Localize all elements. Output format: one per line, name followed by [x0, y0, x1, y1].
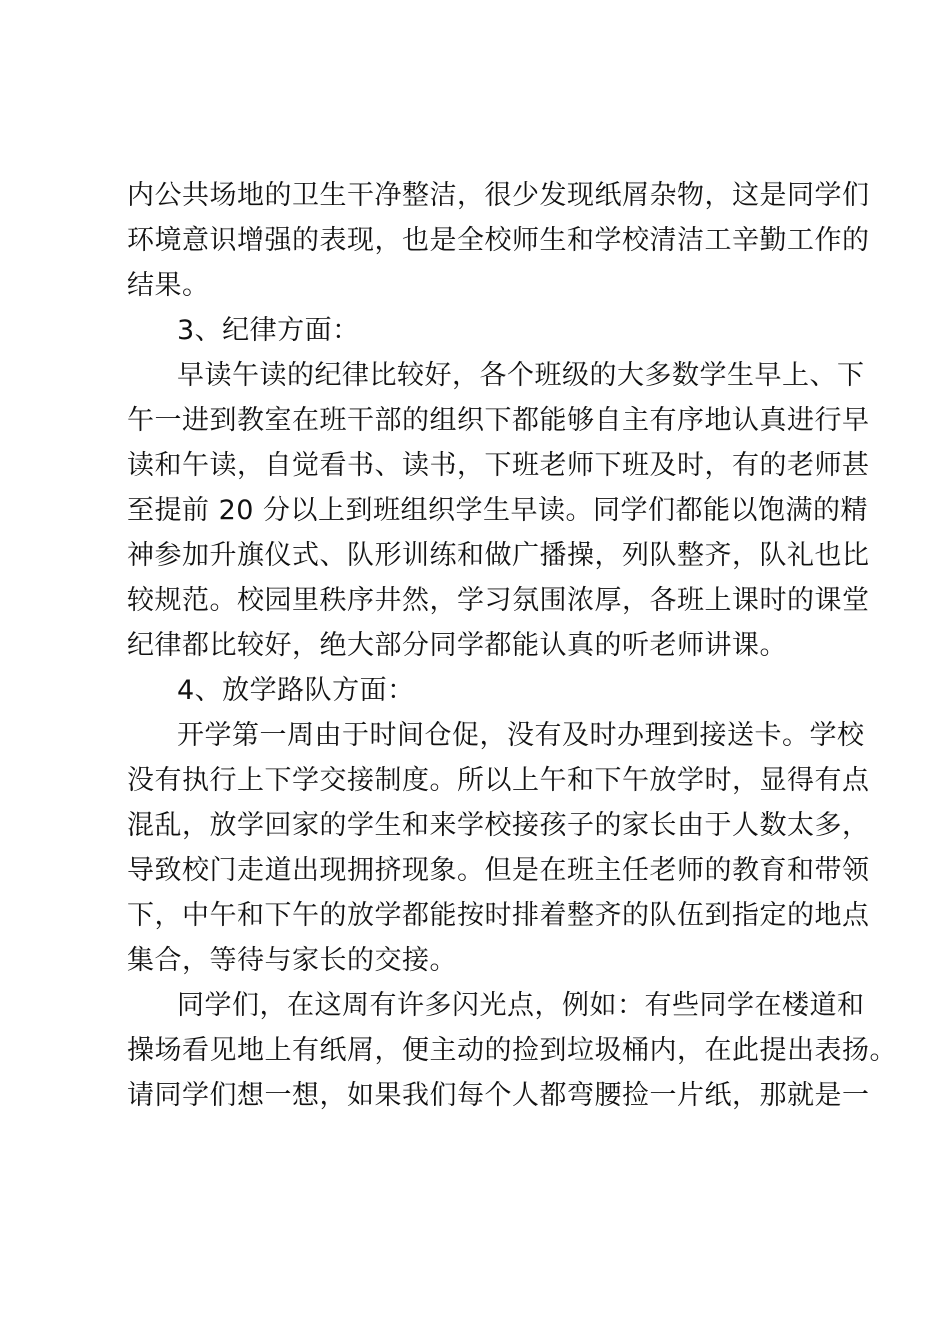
text-line: 集合，等待与家长的交接。 [127, 945, 457, 976]
text-line: 纪律都比较好，绝大部分同学都能认真的听老师讲课。 [127, 630, 787, 661]
text-line: 请同学们想一想，如果我们每个人都弯腰捡一片纸，那就是一 [127, 1080, 870, 1111]
text-line: 没有执行上下学交接制度。所以上午和下午放学时，显得有点 [127, 765, 870, 796]
text-line: 环境意识增强的表现，也是全校师生和学校清洁工辛勤工作的 [127, 225, 870, 256]
section-heading-dismissal: 4、放学路队方面： [177, 675, 415, 706]
text-line: 操场看见地上有纸屑，便主动的捡到垃圾桶内，在此提出表扬。 [127, 1035, 897, 1066]
text-line: 至提前 20 分以上到班组织学生早读。同学们都能以饱满的精 [127, 495, 869, 526]
text-line: 午一进到教室在班干部的组织下都能够自主有序地认真进行早 [127, 405, 870, 436]
text-line: 神参加升旗仪式、队形训练和做广播操，列队整齐，队礼也比 [127, 540, 870, 571]
section-heading-discipline: 3、纪律方面： [177, 315, 360, 346]
text-line: 下，中午和下午的放学都能按时排着整齐的队伍到指定的地点 [127, 900, 870, 931]
text-line: 开学第一周由于时间仓促，没有及时办理到接送卡。学校 [177, 720, 865, 751]
text-line: 内公共场地的卫生干净整洁，很少发现纸屑杂物，这是同学们 [127, 180, 870, 211]
text-line: 早读午读的纪律比较好，各个班级的大多数学生早上、下 [177, 360, 865, 391]
text-line: 混乱，放学回家的学生和来学校接孩子的家长由于人数太多， [127, 810, 870, 841]
text-line: 结果。 [127, 270, 210, 301]
text-line: 同学们，在这周有许多闪光点，例如：有些同学在楼道和 [177, 990, 865, 1021]
document-body [127, 173, 897, 1118]
text-line: 较规范。校园里秩序井然，学习氛围浓厚，各班上课时的课堂 [127, 585, 870, 616]
text-line: 读和午读，自觉看书、读书，下班老师下班及时，有的老师甚 [127, 450, 870, 481]
text-line: 导致校门走道出现拥挤现象。但是在班主任老师的教育和带领 [127, 855, 870, 886]
